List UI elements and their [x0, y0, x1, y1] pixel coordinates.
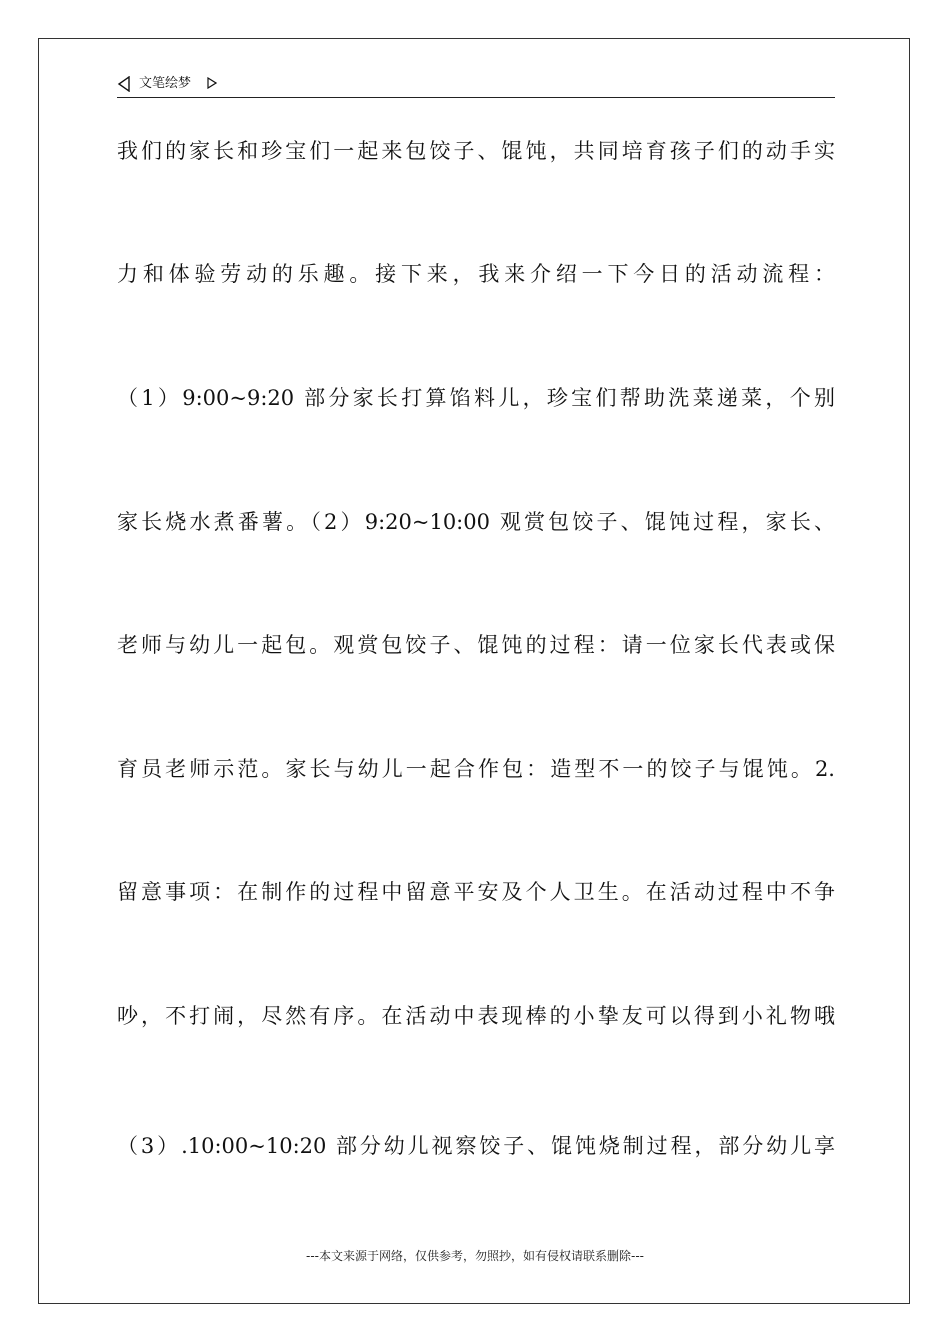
- header-title: 文笔绘梦: [139, 76, 192, 91]
- page-header: [117, 74, 835, 98]
- triangle-right-outline-icon: [207, 77, 217, 89]
- page-footer: ---本文来源于网络，仅供参考，勿照抄，如有侵权请联系删除---: [306, 1249, 644, 1263]
- triangle-left-outline-icon: [117, 76, 131, 92]
- body-text-line: 留意事项：在制作的过程中留意平安及个人卫生。在活动过程中不争: [117, 880, 835, 904]
- body-text-line: 吵，不打闹，尽然有序。在活动中表现棒的小挚友可以得到小礼物哦: [117, 1004, 835, 1028]
- body-text-line: 我们的家长和珍宝们一起来包饺子、馄饨，共同培育孩子们的动手实: [117, 139, 835, 163]
- body-text-line: （1）9:00~9:20 部分家长打算馅料儿，珍宝们帮助洗菜递菜，个别: [117, 386, 835, 410]
- body-text-line: （3）.10:00~10:20 部分幼儿视察饺子、馄饨烧制过程，部分幼儿享: [117, 1134, 835, 1158]
- body-text-line: 育员老师示范。家长与幼儿一起合作包：造型不一的饺子与馄饨。2.: [117, 757, 835, 781]
- body-text-line: 老师与幼儿一起包。观赏包饺子、馄饨的过程：请一位家长代表或保: [117, 633, 835, 657]
- page-frame: [38, 38, 910, 1304]
- body-text-line: 家长烧水煮番薯。（2）9:20~10:00 观赏包饺子、馄饨过程，家长、: [117, 510, 835, 534]
- body-text-line: 力和体验劳动的乐趣。接下来，我来介绍一下今日的活动流程：: [117, 262, 835, 286]
